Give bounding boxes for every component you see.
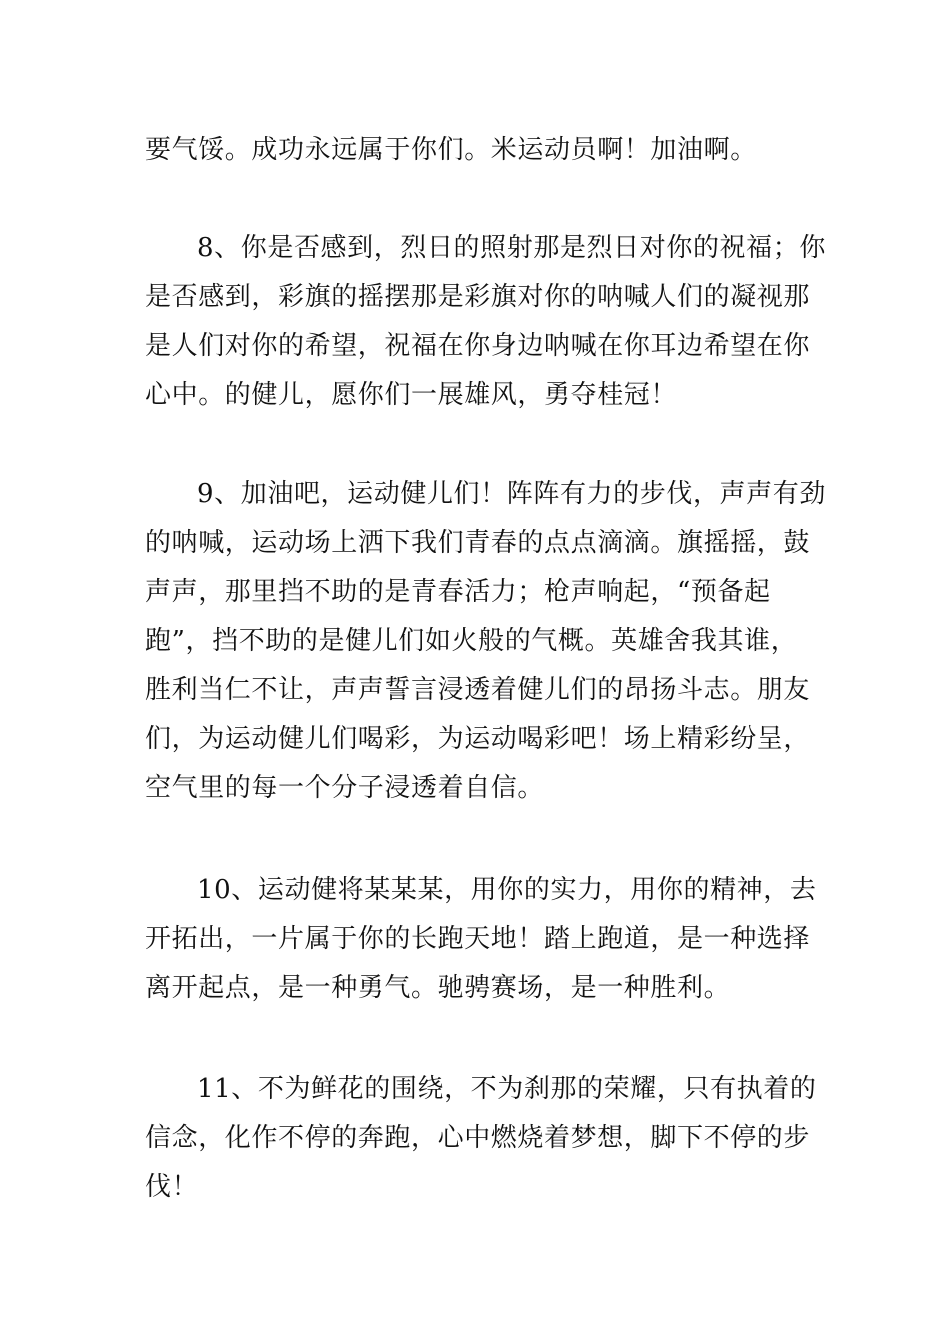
paragraph-line: 是否感到，彩旗的摇摆那是彩旗对你的呐喊人们的凝视那 [145, 282, 811, 312]
paragraph-line: 空气里的每一个分子浸透着自信。 [145, 773, 545, 803]
paragraph-line: 要气馁。成功永远属于你们。米运动员啊！加油啊。 [145, 135, 757, 165]
paragraph-line: 11、不为鲜花的围绕，不为刹那的荣耀，只有执着的 [197, 1074, 817, 1104]
paragraph-item-9 [145, 470, 826, 813]
paragraph-line: 8、你是否感到，烈日的照射那是烈日对你的祝福；你 [197, 233, 826, 263]
paragraph-line: 们，为运动健儿们喝彩，为运动喝彩吧！场上精彩纷呈， [145, 724, 811, 754]
paragraph-continuation [145, 126, 807, 175]
paragraph-line: 开拓出，一片属于你的长跑天地！踏上跑道，是一种选择 [145, 924, 811, 954]
paragraph-item-10 [145, 866, 817, 1013]
paragraph-line: 伐！ [145, 1172, 199, 1202]
paragraph-line: 离开起点，是一种勇气。驰骋赛场，是一种胜利。 [145, 973, 731, 1003]
paragraph-line: 胜利当仁不让，声声誓言浸透着健儿们的昂扬斗志。朋友 [145, 675, 811, 705]
paragraph-line: 9、加油吧，运动健儿们！阵阵有力的步伐，声声有劲 [197, 479, 826, 509]
paragraph-line: 的呐喊，运动场上洒下我们青春的点点滴滴。旗摇摇，鼓 [145, 528, 811, 558]
paragraph-line: 跑”，挡不助的是健儿们如火般的气概。英雄舍我其谁， [145, 626, 798, 656]
paragraph-line: 是人们对你的希望，祝福在你身边呐喊在你耳边希望在你 [145, 331, 811, 361]
paragraph-item-11 [145, 1065, 817, 1212]
paragraph-line: 10、运动健将某某某，用你的实力，用你的精神，去 [197, 875, 817, 905]
paragraph-line: 信念，化作不停的奔跑，心中燃烧着梦想，脚下不停的步 [145, 1123, 811, 1153]
paragraph-item-8 [145, 224, 826, 420]
paragraph-line: 心中。的健儿，愿你们一展雄风，勇夺桂冠！ [145, 380, 678, 410]
paragraph-line: 声声，那里挡不助的是青春活力；枪声响起，“预备起 [145, 577, 771, 607]
